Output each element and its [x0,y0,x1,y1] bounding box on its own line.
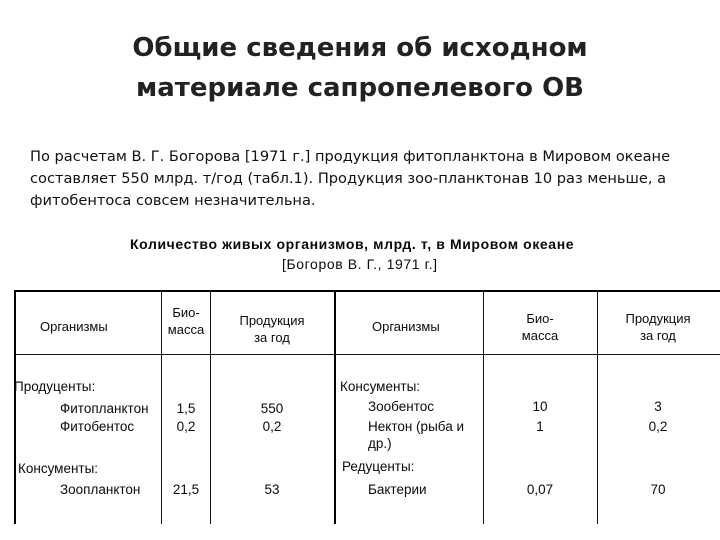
slide-title [0,28,720,108]
title-line-2: материале сапропелевого ОВ [135,73,584,103]
left-row1-name: Фитопланктон [60,401,149,416]
right-row3-production: 70 [650,482,666,497]
table-caption: Количество живых организмов, млрд. т, в Мировом океане [130,236,575,252]
right-group-consumers: Консументы: [340,379,421,394]
left-row3-biomass: 21,5 [172,482,200,497]
left-group-producers: Продуценты: [14,379,96,394]
scanned-table [0,232,720,524]
left-row2-biomass: 0,2 [176,419,196,434]
table-divider [334,290,336,524]
left-row2-name: Фитобентос [60,419,135,434]
left-row1-production: 550 [260,401,284,416]
left-row3-name: Зоопланктон [60,482,141,497]
right-row2-production: 0,2 [648,419,668,434]
table-header-rule [14,354,720,355]
left-group-consumers: Консументы: [18,461,99,476]
right-group-reducers: Редуценты: [342,459,415,474]
left-row1-biomass: 1,5 [176,401,196,416]
header-organisms-left: Организмы [40,319,108,334]
header-biomass-left: Био- масса [167,305,205,337]
left-row3-production: 53 [264,482,280,497]
header-organisms-right: Организмы [372,319,440,334]
table-caption-source: [Богоров В. Г., 1971 г.] [282,256,438,272]
right-row1-name: Зообентос [368,399,435,414]
table-divider [14,290,16,524]
left-row2-production: 0,2 [262,419,282,434]
body-paragraph: По расчетам В. Г. Богорова [1971 г.] продукция фитопланктона в Мировом океане составляет 550 млрд. т/год (табл.1). Продукция зоо-планктонав 10 раз меньше, а фитобентоса совсем незначительна. [30,148,671,209]
header-production-left: Продукция за год [239,313,305,345]
right-row1-production: 3 [654,399,662,414]
table-divider [210,290,211,524]
right-row3-name: Бактерии [368,482,427,497]
header-biomass-right: Био- масса [521,311,559,343]
right-row2-biomass: 1 [536,419,544,434]
header-production-right: Продукция за год [625,311,691,343]
title-line-1: Общие сведения об исходном [132,33,588,63]
table-top-rule [14,290,720,292]
right-row3-biomass: 0,07 [526,482,554,497]
right-row2-name: Нектон (рыба и др.) [368,419,464,451]
right-row1-biomass: 10 [532,399,548,414]
